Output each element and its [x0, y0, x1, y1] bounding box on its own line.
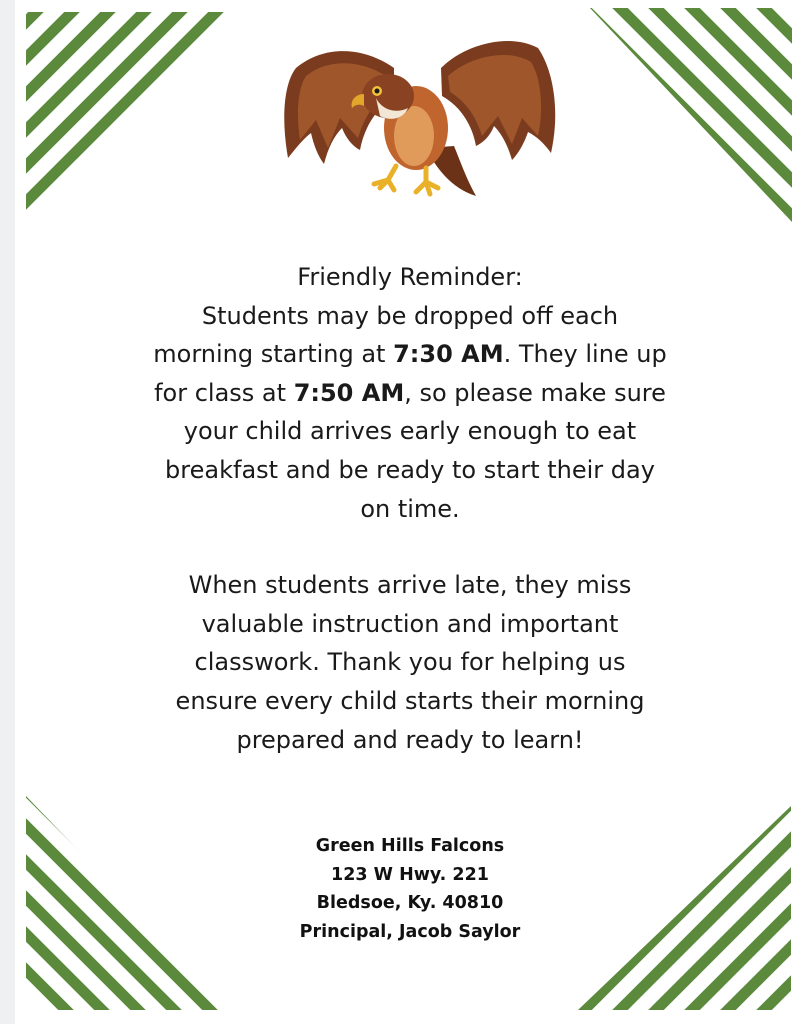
city-state-zip: Bledsoe, Ky. 40810	[316, 893, 504, 913]
reminder-message	[15, 258, 805, 759]
lineup-time: 7:50 AM	[293, 378, 405, 407]
paragraph-line: breakfast and be ready to start their day	[165, 455, 655, 484]
paragraph-line: your child arrives early enough to eat	[183, 417, 637, 446]
paragraph-line: classwork. Thank you for helping us	[194, 648, 626, 677]
text-span: , so please make sure	[404, 378, 666, 407]
stripes-top-right	[590, 8, 792, 222]
text-span: for class at	[154, 378, 294, 407]
reminder-heading: Friendly Reminder:	[297, 263, 523, 291]
dropoff-time: 7:30 AM	[393, 340, 504, 369]
text-span: . They line up	[503, 340, 667, 369]
paragraph-line: ensure every child starts their morning	[175, 686, 645, 715]
flyer-page	[15, 0, 805, 1024]
paragraph-line	[15, 335, 805, 374]
text-span: morning starting at	[153, 340, 394, 369]
paragraph-line: prepared and ready to learn!	[236, 725, 584, 754]
stripes-top-left	[26, 12, 242, 217]
paragraph-line: Students may be dropped off each	[201, 301, 619, 330]
paragraph-line: on time.	[360, 494, 460, 523]
school-name: Green Hills Falcons	[315, 836, 505, 856]
school-contact	[15, 832, 805, 946]
principal-name: Principal, Jacob Saylor	[299, 921, 521, 942]
street-address: 123 W Hwy. 221	[331, 864, 489, 885]
paragraph-line	[15, 374, 805, 413]
paragraph-line: valuable instruction and important	[201, 609, 619, 638]
paragraph-line: When students arrive late, they miss	[188, 571, 632, 600]
paragraph-spacer	[15, 528, 805, 566]
falcon-icon	[276, 28, 556, 207]
